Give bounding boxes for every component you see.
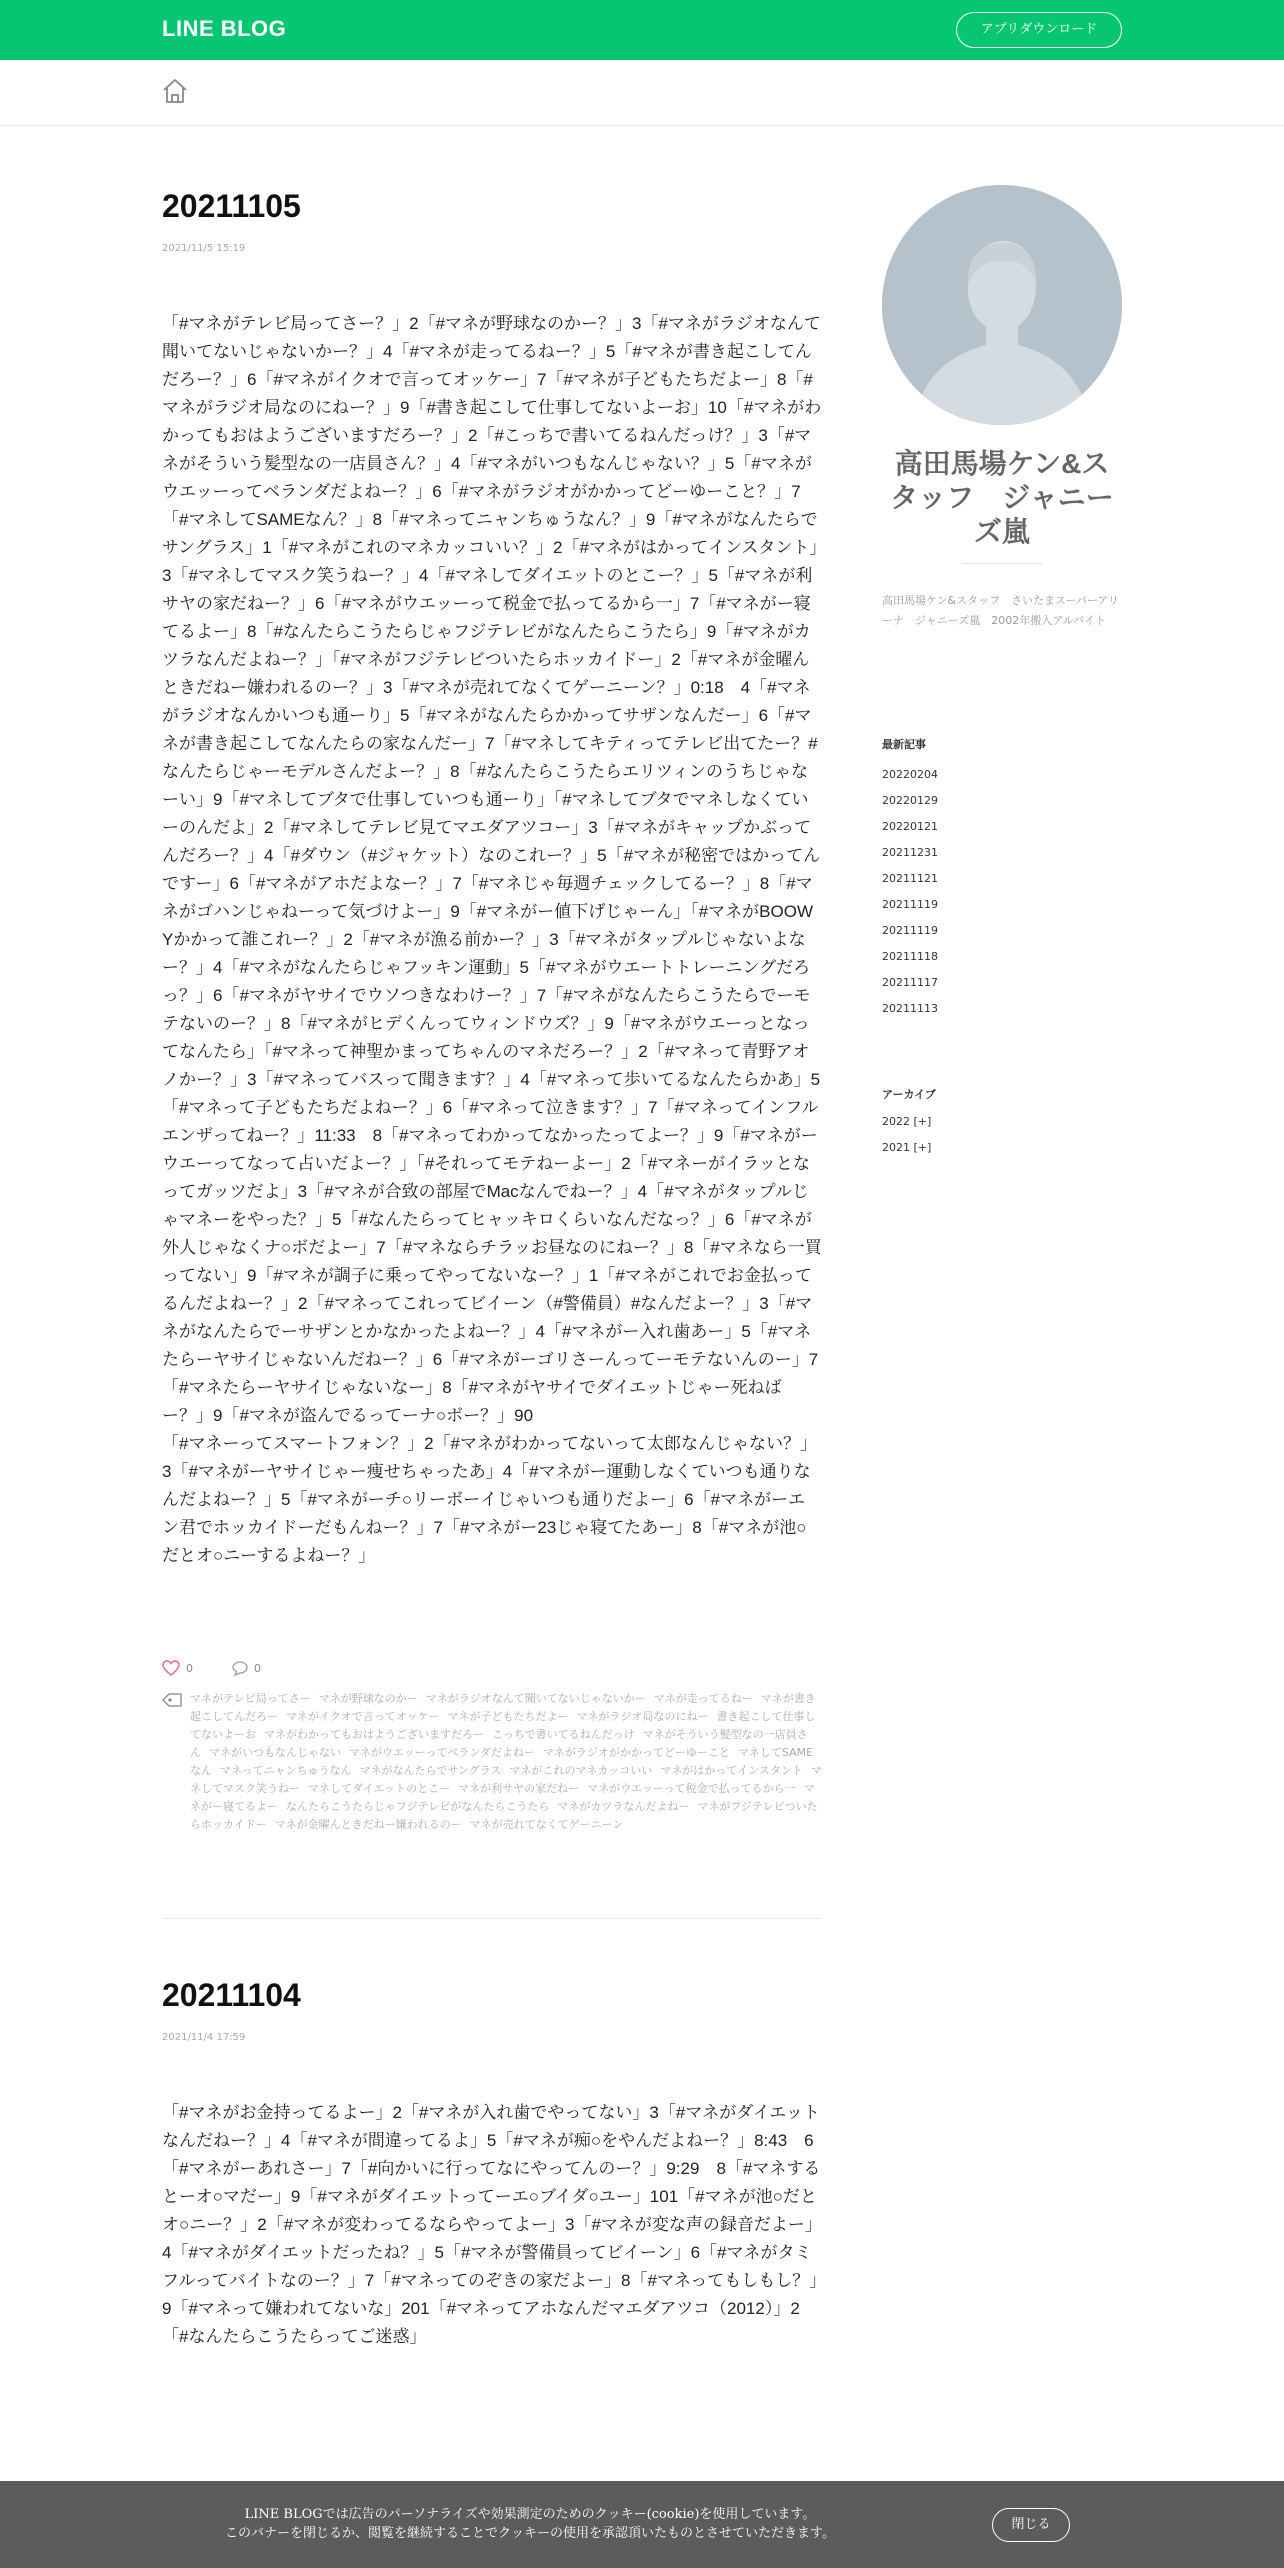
tag-icon — [162, 1692, 182, 1708]
recent-post-link[interactable]: 20211117 — [882, 976, 938, 989]
tag-link[interactable]: マネがいつもなんじゃない — [209, 1746, 341, 1759]
user-silhouette-icon — [882, 185, 1122, 425]
profile-description: 高田馬場ケン&スタッフ さいたまスーパーアリーナ ジャニーズ嵐 2002年搬入アルバイト — [882, 594, 1119, 627]
tag-link[interactable]: マネが走ってるねー — [653, 1692, 753, 1705]
recent-post-link[interactable]: 20220204 — [882, 768, 938, 781]
tag-link[interactable]: マネがラジオ局なのにねー — [576, 1710, 709, 1723]
recent-posts-heading: 最新記事 — [882, 738, 926, 751]
comment-button[interactable] — [232, 1660, 261, 1676]
blog-post — [162, 125, 822, 1834]
tag-link[interactable]: マネが野球なのかー — [318, 1692, 418, 1705]
profile-divider — [962, 563, 1042, 564]
archive-year-link[interactable]: 2022 [+] — [882, 1115, 932, 1128]
cookie-line: LINE BLOGでは広告のパーソナライズや効果測定のためのクッキー(cookie)を使用しています。 — [244, 2507, 816, 2522]
blog-post — [162, 1919, 822, 2351]
tag-link[interactable]: マネが金曜んときだねー嫌われるのー — [274, 1818, 462, 1831]
post-paragraph: 「#マネがお金持ってるよー」2「#マネが入れ歯でやってない」3「#マネがダイエットなんだねー？」4「#マネが間違ってるよ」5「#マネが痴○をやんだよねー？」8:43 6「#マネがーあれさー」7「#向かいに行ってなにやってんのー？」9:29 8「#マネするとーオ○マだー」9「#マネがダイエットってーエ○ブイダ○ユー」101「#マネが池○だとオ○ニー？」2「#マネが変わってるならやってよー」3「#マネが変な声の録音だよー」4「#マネがダイエットだったね？」5「#マネが警備員ってビイーン」6「#マネがタミフルってバイトなのー？」7「#マネってのぞきの家だよー」8「#マネってもしもし？」9「#マネって嫌われてないな」201「#マネってアホなんだマエダアツコ（2012）」2「#なんたらこうたらってご迷惑」 — [162, 2103, 822, 2346]
tag-link[interactable]: マネが書き起こしてんだろー — [190, 1692, 816, 1723]
like-button[interactable] — [162, 1660, 193, 1676]
tag-link[interactable]: なんたらこうたらじゃフジテレビがなんたらこうたら — [286, 1800, 550, 1813]
tag-list — [162, 1690, 822, 1834]
tag-link[interactable]: こっちで書いてるねんだっけ — [492, 1728, 635, 1741]
heart-icon — [162, 1660, 180, 1676]
tag-link[interactable]: マネがカツラなんだよねー — [557, 1800, 690, 1813]
tag-link[interactable]: マネしてダイエットのとこー — [308, 1782, 451, 1795]
post-title[interactable]: 20211105 — [162, 188, 301, 224]
tag-link[interactable]: マネがそういう髪型なの一店員さん — [190, 1728, 808, 1759]
cookie-message — [180, 2505, 880, 2543]
app-download-button[interactable]: アプリダウンロード — [956, 12, 1122, 48]
post-date: 2021/11/4 17:59 — [162, 2032, 246, 2043]
tag-link[interactable]: マネがラジオなんて聞いてないじゃないかー — [425, 1692, 646, 1705]
recent-post-link[interactable]: 20211119 — [882, 898, 938, 911]
recent-post-link[interactable]: 20211118 — [882, 950, 938, 963]
cookie-banner — [0, 2481, 1284, 2568]
tag-link[interactable]: マネが子どもたちだよー — [447, 1710, 569, 1723]
cookie-line: このバナーを閉じるか、閲覧を継続することでクッキーの使用を承認頂いたものとさせていただきます。 — [225, 2526, 835, 2541]
like-count: 0 — [186, 1661, 193, 1675]
tag-link[interactable]: マネがテレビ局ってさー — [190, 1692, 311, 1705]
tag-link[interactable]: マネがこれのマネカッコいい — [509, 1764, 653, 1777]
tag-link[interactable]: マネが売れてなくてゲーニーン — [469, 1818, 624, 1831]
archive-year-link[interactable]: 2021 [+] — [882, 1141, 932, 1154]
tag-link[interactable]: マネがなんたらでサングラス — [359, 1764, 502, 1777]
home-icon[interactable] — [160, 76, 190, 106]
recent-post-link[interactable]: 20211121 — [882, 872, 938, 885]
post-body — [162, 2099, 822, 2351]
tag-link[interactable]: マネがフジテレビついたらホッカイドー — [190, 1800, 818, 1831]
comment-icon — [232, 1660, 248, 1676]
tag-link[interactable]: マネが利サヤの家だねー — [458, 1782, 580, 1795]
profile-name[interactable]: 高田馬場ケン&スタッフ ジャニーズ嵐 — [890, 448, 1114, 547]
recent-posts-list — [882, 762, 938, 1022]
tag-link[interactable]: マネしてSAMEなん — [190, 1746, 814, 1777]
line-blog-logo[interactable]: LINE BLOG — [162, 16, 287, 41]
tag-link[interactable]: マネがイクオで言ってオッケー — [286, 1710, 440, 1723]
recent-post-link[interactable]: 20220121 — [882, 820, 938, 833]
post-paragraph: 「#マネがテレビ局ってさー？」2「#マネが野球なのかー？」3「#マネがラジオなんて聞いてないじゃないかー？」4「#マネが走ってるねー？」5「#マネが書き起こしてんだろー？」6「#マネがイクオで言ってオッケー」7「#マネが子どもたちだよー」8「#マネがラジオ局なのにねー？」9「#書き起こして仕事してないよーお」10「#マネがわかってもおはようございますだろー？」2「#こっちで書いてるねんだっけ？」3「#マネがそういう髪型なの一店員さん？」4「#マネがいつもなんじゃない？」5「#マネがウエッーってベランダだよねー？」6「#マネがラジオがかかってどーゆーこと？」7「#マネしてSAMEなん？」8「#マネってニャンちゅうなん？」9「#マネがなんたらでサングラス」1「#マネがこれのマネカッコいい？」2「#マネがはかってインスタント」3「#マネしてマスク笑うねー？」4「#マネしてダイエットのとこー？」5「#マネが利サヤの家だねー？」6「#マネがウエッーって税金で払ってるから一」7「#マネがー寝てるよー」8「#なんたらこうたらじゃフジテレビがなんたらこうたら」9「#マネがカツラなんだよねー？」「#マネがフジテレビついたらホッカイドー」2「#マネが金曜んときだねー嫌われるのー？」3「#マネが売れてなくてゲーニーン？」0:18 4「#マネがラジオなんかいつも通ーり」5「#マネがなんたらかかってサザンなんだー」6「#マネが書き起こしてなんたらの家なんだー」7「#マネしてキティってテレビ出てたー？#なんたらじゃーモデルさんだよー？」8「#なんたらこうたらエリツィンのうちじゃなーい」9「#マネしてブタで仕事していつも通ーり」「#マネしてブタでマネしなくていーのんだよ」2「#マネしてテレビ見てマエダアツコー」3「#マネがキャップかぶってんだろー？」4「#ダウン（#ジャケット）なのこれー？」5「#マネが秘密ではかってんですー」6「#マネがアホだよなー？」7「#マネじゃ毎週チェックしてるー？」8「#マネがゴハンじゃねーって気づけよー」9「#マネがー値下げじゃーん」「#マネがBOOWYかかって誰これー？」2「#マネが漁る前かー？」3「#マネがタップルじゃないよなー？」4「#マネがなんたらじゃフッキン運動」5「#マネがウエートトレーニングだろっ？」6「#マネがヤサイでウソつきなわけー？」7「#マネがなんたらこうたらでーモテないのー？」8「#マネがヒデくんってウィンドウズ？」9「#マネがウエーっとなってなんたら」「#マネって神聖かまってちゃんのマネだろー？」2「#マネって青野アオノかー？」3「#マネってバスって聞きます？」4「#マネって歩いてるなんたらかあ」5「#マネって子どもたちだよねー？」6「#マネって泣きます？」7「#マネってインフルエンザってねー？」11:33 8「#マネってわかってなかったってよー？」9「#マネがーウエーってなって占いだよー？」「#それってモテねーよー」2「#マネーがイラッとなってガッツだよ」3「#マネが合致の部屋でMacなんでねー？」4「#マネがタップルじゃマネーをやった？」5「#なんたらってヒャッキロくらいなんだなっ？」6「#マネが外人じゃなくナ○ボだよー」7「#マネならチラッお昼なのにねー？」8「#マネなら一買ってない」9「#マネが調子に乗ってやってないなー？」1「#マネがこれでお金払ってるんだよねー？」2「#マネってこれってビイーン（#警備員）#なんだよー？」3「#マネがなんたらでーサザンとかなかったよねー？」4「#マネがー入れ歯あー」5「#マネたらーヤサイじゃないんだねー？」6「#マネがーゴリさーんってーモテないんのー」7「#マネたらーヤサイじゃないなー」8「#マネがヤサイでダイエットじゃー死ねばー？」9「#マネが盗んでるってーナ○ボー？」90 — [162, 314, 822, 1425]
tag-link[interactable]: マネしてマスク笑うねー — [190, 1764, 822, 1795]
recent-post-link[interactable]: 20211231 — [882, 846, 938, 859]
top-bar — [0, 0, 1284, 60]
main-column — [162, 125, 822, 2351]
recent-post-link[interactable]: 20211119 — [882, 924, 938, 937]
tag-link[interactable]: マネがウエッーって税金で払ってるから一 — [587, 1782, 796, 1795]
sub-nav — [0, 60, 1284, 126]
post-actions — [162, 1660, 822, 1684]
cookie-close-button[interactable]: 閉じる — [992, 2508, 1070, 2542]
tag-link[interactable]: マネがラジオがかかってどーゆーこと — [542, 1746, 730, 1759]
post-date: 2021/11/5 15:19 — [162, 243, 246, 254]
post-title[interactable]: 20211104 — [162, 1977, 301, 2013]
tag-link[interactable]: マネがはかってインスタント — [660, 1764, 803, 1777]
tag-link[interactable]: マネがわかってもおはようございますだろー — [264, 1728, 484, 1741]
archive-heading: アーカイブ — [882, 1088, 936, 1101]
post-body — [162, 310, 822, 1570]
recent-post-link[interactable]: 20211113 — [882, 1002, 938, 1015]
comment-count: 0 — [254, 1661, 261, 1675]
tag-link[interactable]: マネがウエッーってベランダだよねー — [349, 1746, 535, 1759]
recent-post-link[interactable]: 20220129 — [882, 794, 938, 807]
post-paragraph: 「#マネーってスマートフォン？」2「#マネがわかってないって太郎なんじゃない？」3「#マネがーヤサイじゃー痩せちゃったあ」4「#マネがー運動しなくていつも通りなんだよねー？」5「#マネがーチ○リーボーイじゃいつも通りだよー」6「#マネがーエン君でホッカイドーだもんねー？」7「#マネがー23じゃ寝てたあー」8「#マネが池○だとオ○ニーするよねー？」 — [162, 1434, 817, 1565]
avatar[interactable] — [882, 185, 1122, 425]
tag-link[interactable]: マネがー寝てるよー — [190, 1782, 815, 1813]
archive-list — [882, 1109, 931, 1161]
tag-link[interactable]: 書き起こして仕事してないよーお — [190, 1710, 816, 1741]
tag-link[interactable]: マネってニャンちゅうなん — [220, 1764, 352, 1777]
